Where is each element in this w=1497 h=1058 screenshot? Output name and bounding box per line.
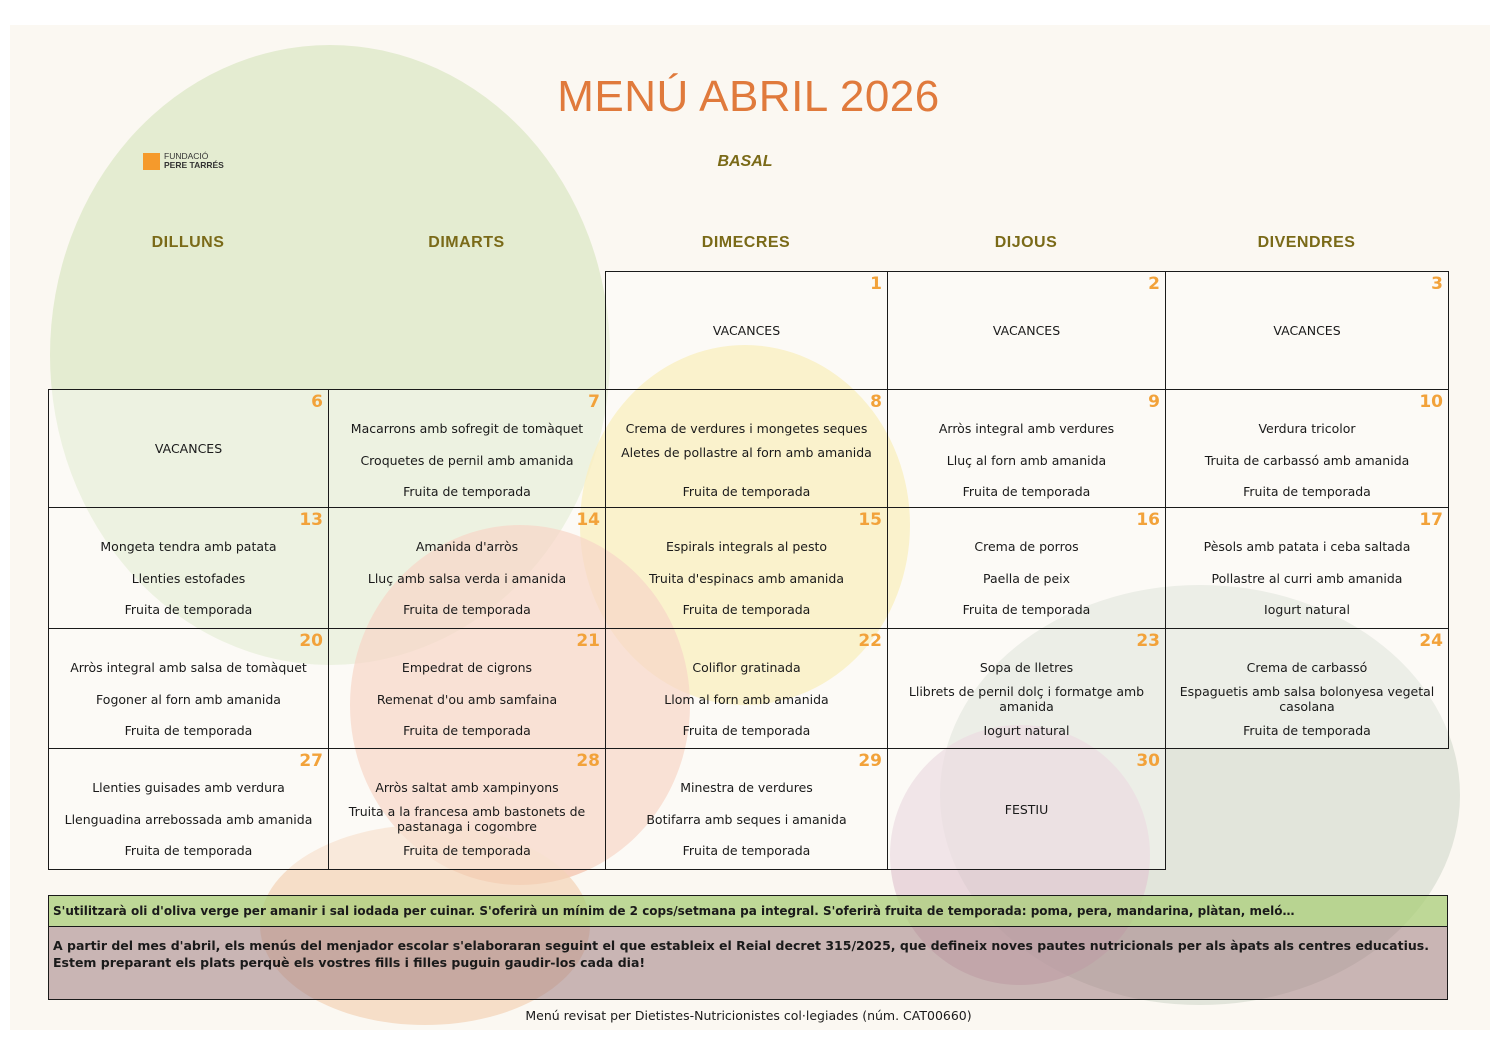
day-number: 27 [299, 751, 323, 771]
day-cell [605, 271, 888, 390]
day-cell [328, 507, 606, 629]
day-number: 21 [576, 631, 600, 651]
day-cell [887, 271, 1166, 390]
first-course: Crema de porros [974, 538, 1079, 554]
day-cell [328, 748, 606, 870]
day-cell [887, 748, 1166, 870]
first-course: Mongeta tendra amb patata [100, 538, 277, 554]
dessert: Fruita de temporada [682, 842, 811, 858]
day-header: DIVENDRES [1257, 234, 1356, 251]
second-course: Truita a la francesa amb bastonets de pastanaga i cogombre [348, 804, 586, 834]
first-course: Minestra de verdures [680, 779, 813, 795]
dessert: Fruita de temporada [403, 483, 531, 499]
day-cell [48, 389, 329, 508]
day-number: 2 [1148, 274, 1160, 294]
first-course: Espirals integrals al pesto [665, 538, 828, 554]
dessert: Fruita de temporada [682, 601, 811, 617]
day-number: 16 [1136, 510, 1160, 530]
day-number: 1 [870, 274, 882, 294]
day-cell [887, 628, 1166, 749]
dessert: Fruita de temporada [1243, 483, 1371, 499]
day-cell [48, 748, 329, 870]
first-course: Crema de carbassó [1246, 659, 1368, 675]
second-course: Remenat d'ou amb samfaina [376, 691, 558, 707]
logo-square-icon [143, 153, 160, 170]
note-green: S'utilitzarà oli d'oliva verge per amanir i sal iodada per cuinar. S'oferirà un mínim de 2 cops/setmana pa integral. S'oferirà fruita de temporada: poma, pera, mandarina, plàtan, meló… [48, 895, 1448, 927]
day-cell [887, 507, 1166, 629]
dessert: Fruita de temporada [124, 601, 253, 617]
footer: Menú revisat per Dietistes-Nutricionistes col·legiades (núm. CAT00660) [525, 1008, 972, 1023]
dessert: Fruita de temporada [1243, 722, 1371, 738]
day-number: 23 [1136, 631, 1160, 651]
second-course: Croquetes de pernil amb amanida [360, 452, 574, 468]
first-course: Empedrat de cigrons [401, 659, 533, 675]
day-cell [1165, 271, 1449, 390]
day-number: 24 [1419, 631, 1443, 651]
second-course: Truita de carbassó amb amanida [1204, 452, 1410, 468]
day-cell [328, 389, 606, 508]
day-number: 13 [299, 510, 323, 530]
logo-line2: PERE TARRÉS [164, 160, 224, 170]
dessert: Fruita de temporada [403, 722, 531, 738]
second-course: Truita d'espinacs amb amanida [648, 570, 845, 586]
day-cell [605, 748, 888, 870]
note-purple-line1: A partir del mes d'abril, els menús del menjador escolar s'elaboraran seguint el que estableix el Reial decret 315/2025, que defineix noves pautes nutricionals per als àpats als centres educatius. [53, 938, 1429, 953]
dessert: Fruita de temporada [962, 483, 1091, 499]
logo [143, 152, 224, 170]
second-course: Paella de peix [983, 570, 1070, 586]
page-title: MENÚ ABRIL 2026 [557, 72, 940, 121]
menu-type: BASAL [717, 153, 773, 170]
day-number: 7 [588, 392, 600, 412]
day-number: 22 [858, 631, 882, 651]
second-course: Fogoner al forn amb amanida [96, 691, 281, 707]
second-course: Llom al forn amb amanida [664, 691, 829, 707]
day-status: FESTIU [1004, 801, 1049, 817]
day-number: 29 [858, 751, 882, 771]
dessert: Fruita de temporada [682, 722, 811, 738]
dessert: Iogurt natural [1264, 601, 1350, 617]
day-status: VACANCES [1273, 323, 1341, 338]
first-course: Llenties guisades amb verdura [92, 779, 285, 795]
day-number: 20 [299, 631, 323, 651]
first-course: Arròs integral amb verdures [938, 420, 1115, 436]
day-status: VACANCES [154, 441, 223, 456]
second-course: Botifarra amb seques i amanida [646, 811, 847, 827]
first-course: Arròs saltat amb xampinyons [375, 779, 559, 795]
day-header: DILLUNS [151, 234, 225, 251]
dessert: Fruita de temporada [682, 483, 811, 499]
day-header: DIJOUS [994, 234, 1058, 251]
first-course: Amanida d'arròs [415, 538, 519, 554]
day-number: 8 [870, 392, 882, 412]
first-course: Sopa de lletres [979, 659, 1074, 675]
second-course: Lluç al forn amb amanida [946, 452, 1107, 468]
day-number: 9 [1148, 392, 1160, 412]
first-course: Coliflor gratinada [692, 659, 801, 675]
second-course: Llenties estofades [131, 570, 246, 586]
first-course: Crema de verdures i mongetes seques [625, 420, 868, 436]
day-header: DIMECRES [701, 234, 791, 251]
day-number: 10 [1419, 392, 1443, 412]
day-status: VACANCES [992, 323, 1061, 338]
dessert: Fruita de temporada [124, 842, 253, 858]
second-course: Aletes de pollastre al forn amb amanida [621, 445, 872, 460]
day-cell [1165, 628, 1449, 749]
note-purple-line2: Estem preparant els plats perquè els vostres fills i filles puguin gaudir-los cada dia! [53, 955, 646, 970]
day-number: 28 [576, 751, 600, 771]
day-status: VACANCES [712, 323, 781, 338]
second-course: Llibrets de pernil dolç i formatge amb amanida [908, 684, 1145, 714]
first-course: Verdura tricolor [1258, 420, 1356, 436]
second-course: Llenguadina arrebossada amb amanida [64, 811, 313, 827]
note-purple [48, 926, 1448, 1000]
day-cell [1165, 389, 1449, 508]
day-cell [328, 628, 606, 749]
dessert: Iogurt natural [983, 722, 1070, 738]
day-number: 3 [1431, 274, 1443, 294]
second-course: Espaguetis amb salsa bolonyesa vegetal casolana [1179, 684, 1435, 714]
day-cell [605, 389, 888, 508]
second-course: Lluç amb salsa verda i amanida [367, 570, 567, 586]
dessert: Fruita de temporada [403, 842, 531, 858]
dessert: Fruita de temporada [962, 601, 1091, 617]
day-cell [605, 628, 888, 749]
day-cell [48, 507, 329, 629]
day-cell [1165, 507, 1449, 629]
day-number: 30 [1136, 751, 1160, 771]
first-course: Pèsols amb patata i ceba saltada [1203, 538, 1411, 554]
dessert: Fruita de temporada [403, 601, 531, 617]
day-header: DIMARTS [428, 234, 505, 251]
second-course: Pollastre al curri amb amanida [1211, 570, 1403, 586]
logo-line1: FUNDACIÓ [164, 151, 209, 161]
dessert: Fruita de temporada [124, 722, 253, 738]
first-course: Arròs integral amb salsa de tomàquet [70, 659, 307, 675]
day-number: 15 [858, 510, 882, 530]
day-cell [48, 628, 329, 749]
day-number: 14 [576, 510, 600, 530]
day-number: 6 [311, 392, 323, 412]
first-course: Macarrons amb sofregit de tomàquet [350, 420, 584, 436]
day-cell [887, 389, 1166, 508]
day-cell [605, 507, 888, 629]
day-number: 17 [1419, 510, 1443, 530]
